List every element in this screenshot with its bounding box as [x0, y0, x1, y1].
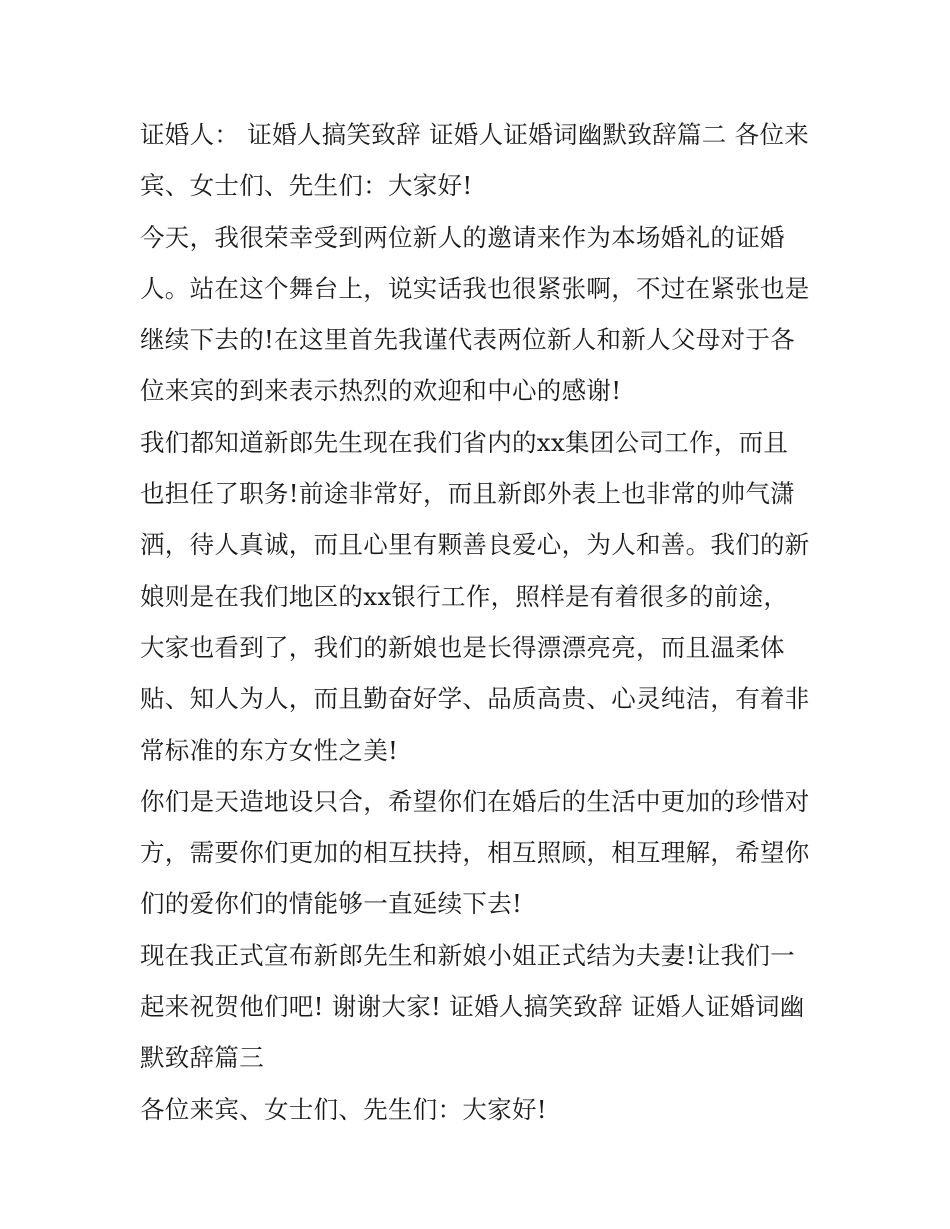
paragraph-5: 现在我正式宣布新郎先生和新娘小姐正式结为夫妻!让我们一起来祝贺他们吧! 谢谢大家! 证婚人搞笑致辞 证婚人证婚词幽默致辞篇三: [140, 940, 805, 1073]
paragraph-1: 证婚人： 证婚人搞笑致辞 证婚人证婚词幽默致辞篇二 各位来宾、女士们、先生们：大家好!: [140, 120, 810, 201]
paragraph-3: 我们都知道新郎先生现在我们省内的xx集团公司工作，而且也担任了职务!前途非常好，而且新郎外表上也非常的帅气潇洒，待人真诚，而且心里有颗善良爱心，为人和善。我们的新娘则是在我们地区的xx银行工作，照样是有着很多的前途，大家也看到了，我们的新娘也是长得漂漂亮亮，而且温柔体贴、知人为人，而且勤奋好学、品质高贵、心灵纯洁，有着非常标准的东方女性之美!: [140, 427, 810, 765]
paragraph-4: 你们是天造地设只合，希望你们在婚后的生活中更加的珍惜对方，需要你们更加的相互扶持，相互照顾，相互理解，希望你们的爱你们的情能够一直延续下去!: [140, 786, 810, 919]
document-body: [140, 109, 812, 1135]
paragraph-6: 各位来宾、女士们、先生们：大家好!: [140, 1094, 547, 1124]
paragraph-2: 今天，我很荣幸受到两位新人的邀请来作为本场婚礼的证婚人。站在这个舞台上，说实话我也很紧张啊，不过在紧张也是继续下去的!在这里首先我谨代表两位新人和新人父母对于各位来宾的到来表示热烈的欢迎和中心的感谢!: [140, 222, 810, 406]
